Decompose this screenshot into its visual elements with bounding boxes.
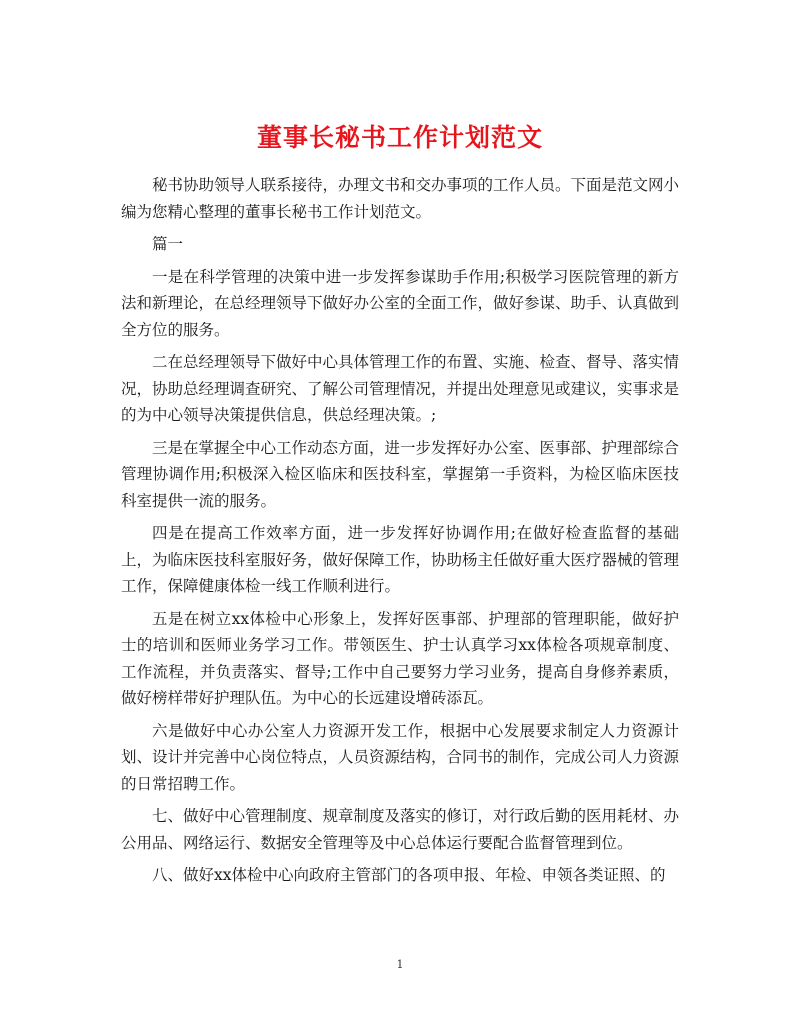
paragraph-item-8: 八、做好xx体检中心向政府主管部门的各项申报、年检、申领各类证照、的 [152,866,666,884]
document-title: 董事长秘书工作计划范文 [256,122,543,152]
section-heading: 篇一 [152,235,184,253]
document-body [121,172,679,895]
paragraph-item-4: 四是在提高工作效率方面，进一步发挥好协调作用;在做好检查监督的基础上，为临床医技科室服好务，做好保障工作，协助杨主任做好重大医疗器械的管理工作，保障健康体检一线工作顺利进行。 [121,524,680,595]
paragraph-intro: 秘书协助领导人联系接待，办理文书和交办事项的工作人员。下面是范文网小编为您精心整理的董事长秘书工作计划范文。 [121,176,680,221]
paragraph-item-1: 一是在科学管理的决策中进一步发挥参谋助手作用;积极学习医院管理的新方法和新理论，在总经理领导下做好办公室的全面工作，做好参谋、助手、认真做到全方位的服务。 [121,267,680,339]
paragraph-item-2: 二在总经理领导下做好中心具体管理工作的布置、实施、检查、督导、落实情况，协助总经理调查研究、了解公司管理情况，并提出处理意见或建议，实事求是的为中心领导决策提供信息，供总经理决策。; [121,353,680,424]
page-number: 1 [396,958,404,971]
paragraph-item-6: 六是做好中心办公室人力资源开发工作，根据中心发展要求制定人力资源计划、设计并完善中心岗位特点，人员资源结构，合同书的制作，完成公司人力资源的日常招聘工作。 [121,721,680,793]
paragraph-item-3: 三是在掌握全中心工作动态方面，进一步发挥好办公室、医事部、护理部综合管理协调作用;积极深入检区临床和医技科室，掌握第一手资料，为检区临床医技科室提供一流的服务。 [121,438,680,510]
paragraph-item-5: 五是在树立xx体检中心形象上，发挥好医事部、护理部的管理职能，做好护士的培训和医师业务学习工作。带领医生、护士认真学习xx体检各项规章制度、工作流程，并负责落实、督导;工作中自己要努力学习业务，提高自身修养素质，做好榜样带好护理队伍。为中心的长远建设增砖添瓦。 [121,609,679,707]
paragraph-item-7: 七、做好中心管理制度、规章制度及落实的修订，对行政后勤的医用耗材、办公用品、网络运行、数据安全管理等及中心总体运行要配合监督管理到位。 [121,807,680,852]
